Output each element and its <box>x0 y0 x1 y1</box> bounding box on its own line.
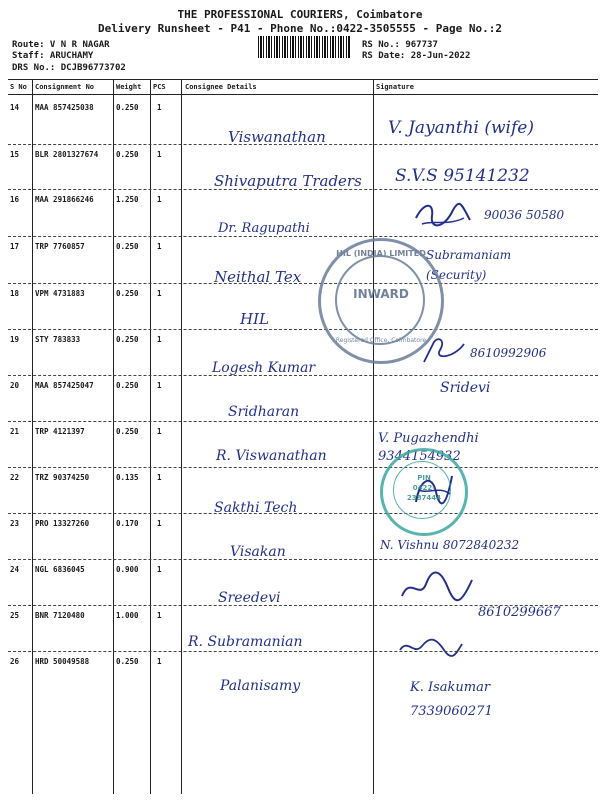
signature-scribble-icon <box>412 198 472 232</box>
row-signature-handwritten: S.V.S 95141232 <box>395 166 530 186</box>
row-sno: 21 <box>10 427 20 436</box>
row-consignment-no: TRP 4121397 <box>35 427 85 436</box>
row-sno: 16 <box>10 195 20 204</box>
row-weight: 1.250 <box>116 195 139 204</box>
stamp-bottom-text: Registered Office, Coimbatore <box>335 337 427 344</box>
row-divider <box>8 329 598 330</box>
barcode-image <box>258 36 350 58</box>
stamp-top-text: HIL (INDIA) LIMITED <box>336 249 426 258</box>
row-sno: 18 <box>10 289 20 298</box>
row-weight: 0.135 <box>116 473 139 482</box>
row-consignment-no: TRZ 90374250 <box>35 473 90 482</box>
row-consignment-no: MAA 291866246 <box>35 195 94 204</box>
row-pcs: 1 <box>157 103 162 112</box>
row-divider <box>8 605 598 606</box>
row-consignee-handwritten: Logesh Kumar <box>212 360 316 376</box>
row-pcs: 1 <box>157 565 162 574</box>
row-divider <box>8 236 598 237</box>
row-weight: 0.250 <box>116 335 139 344</box>
inward-seal-stamp <box>318 238 444 364</box>
row-weight: 0.250 <box>116 381 139 390</box>
stamp-inward-text: INWARD <box>353 287 409 301</box>
row-signature-handwritten: N. Vishnu 8072840232 <box>380 538 520 552</box>
row-consignee-handwritten: Shivaputra Traders <box>214 172 362 190</box>
row-weight: 0.250 <box>116 427 139 436</box>
row-consignment-no: TRP 7760857 <box>35 242 85 251</box>
row-consignment-no: NGL 6836045 <box>35 565 85 574</box>
stamp-line-2: 0422- <box>412 484 436 492</box>
row-pcs: 1 <box>157 473 162 482</box>
row-consignee-handwritten: R. Subramanian <box>188 634 303 650</box>
row-sno: 19 <box>10 335 20 344</box>
column-divider <box>150 79 151 794</box>
column-divider <box>113 79 114 794</box>
row-consignee-handwritten: Sridharan <box>228 404 300 420</box>
row-signature-handwritten: 8610299667 <box>478 605 561 620</box>
row-consignment-no: MAA 857425047 <box>35 381 94 390</box>
row-divider <box>8 283 598 284</box>
row-signature-handwritten: 8610992906 <box>470 346 547 360</box>
row-sno: 25 <box>10 611 20 620</box>
row-signature-handwritten: V. Pugazhendhi 9344154932 <box>378 431 479 464</box>
row-consignee-handwritten: Viswanathan <box>228 128 326 146</box>
row-pcs: 1 <box>157 381 162 390</box>
row-pcs: 1 <box>157 657 162 666</box>
rs-date: RS Date: 28-Jun-2022 <box>362 51 471 61</box>
row-weight: 0.250 <box>116 150 139 159</box>
row-consignee-handwritten: Neithal Tex <box>214 268 302 286</box>
row-divider <box>8 513 598 514</box>
row-weight: 0.250 <box>116 657 139 666</box>
stamp-line-3: 2387444 <box>406 494 442 502</box>
column-divider <box>181 79 182 794</box>
row-consignee-handwritten: HIL <box>240 310 269 328</box>
row-weight: 0.250 <box>116 242 139 251</box>
row-weight: 0.170 <box>116 519 139 528</box>
column-divider <box>32 79 33 794</box>
row-consignment-no: HRD 50049588 <box>35 657 90 666</box>
row-divider <box>8 375 598 376</box>
row-weight: 0.250 <box>116 103 139 112</box>
row-pcs: 1 <box>157 519 162 528</box>
row-pcs: 1 <box>157 195 162 204</box>
row-pcs: 1 <box>157 289 162 298</box>
page-title: THE PROFESSIONAL COURIERS, Coimbatore <box>177 8 423 21</box>
row-weight: 1.000 <box>116 611 139 620</box>
row-consignment-no: BLR 2801327674 <box>35 150 99 159</box>
column-divider <box>373 79 374 794</box>
stamp-line-1: PIN <box>417 474 431 482</box>
row-weight: 0.250 <box>116 289 139 298</box>
row-sno: 23 <box>10 519 20 528</box>
row-sno: 20 <box>10 381 20 390</box>
row-divider <box>8 651 598 652</box>
row-consignment-no: BNR 7120480 <box>35 611 85 620</box>
row-consignment-no: VPM 4731883 <box>35 289 85 298</box>
row-sno: 14 <box>10 103 20 112</box>
col-header-sno: S No <box>10 83 27 91</box>
staff-label: Staff: ARUCHAMY <box>12 51 94 61</box>
row-consignment-no: STY 783833 <box>35 335 81 344</box>
row-pcs: 1 <box>157 611 162 620</box>
row-signature-handwritten: V. Jayanthi (wife) <box>388 118 534 138</box>
row-consignment-no: MAA 857425038 <box>35 103 94 112</box>
row-consignee-handwritten: Dr. Ragupathi <box>218 221 310 236</box>
row-consignee-handwritten: Sakthi Tech <box>214 500 298 516</box>
row-divider <box>8 189 598 190</box>
row-weight: 0.900 <box>116 565 139 574</box>
col-header-consignee: Consignee Details <box>185 83 257 91</box>
row-pcs: 1 <box>157 242 162 251</box>
row-signature-handwritten: 90036 50580 <box>484 208 565 222</box>
row-sno: 15 <box>10 150 20 159</box>
row-sno: 26 <box>10 657 20 666</box>
row-pcs: 1 <box>157 335 162 344</box>
route-label: Route: V N R NAGAR <box>12 40 110 50</box>
signature-scribble-icon <box>396 566 476 606</box>
col-header-signature: Signature <box>376 83 414 91</box>
row-consignee-handwritten: Palanisamy <box>220 678 301 694</box>
row-signature-handwritten: K. Isakumar 7339060271 <box>410 680 493 719</box>
row-consignee-handwritten: Sreedevi <box>218 590 281 606</box>
col-header-pcs: PCS <box>153 83 166 91</box>
row-divider <box>8 467 598 468</box>
row-pcs: 1 <box>157 150 162 159</box>
row-consignee-handwritten: Visakan <box>230 544 286 560</box>
row-divider <box>8 559 598 560</box>
company-seal-stamp <box>380 448 468 536</box>
signature-scribble-icon <box>396 636 466 658</box>
row-consignment-no: PRO 13327260 <box>35 519 90 528</box>
row-consignee-handwritten: R. Viswanathan <box>216 448 327 464</box>
drs-label: DRS No.: DCJB96773702 <box>12 63 126 73</box>
row-sno: 24 <box>10 565 20 574</box>
table-header-border <box>8 94 598 95</box>
row-divider <box>8 421 598 422</box>
row-signature-handwritten: Sridevi <box>440 380 491 396</box>
rs-number: RS No.: 967737 <box>362 40 438 50</box>
row-pcs: 1 <box>157 427 162 436</box>
row-signature-handwritten: Subramaniam (Security) <box>426 248 512 282</box>
row-divider <box>8 144 598 145</box>
row-sno: 17 <box>10 242 20 251</box>
page-subtitle: Delivery Runsheet - P41 - Phone No.:0422-3505555 - Page No.:2 <box>98 22 502 35</box>
table-top-border <box>8 79 598 80</box>
col-header-weight: Weight <box>116 83 142 91</box>
col-header-consignment: Consignment No <box>35 83 95 91</box>
row-sno: 22 <box>10 473 20 482</box>
